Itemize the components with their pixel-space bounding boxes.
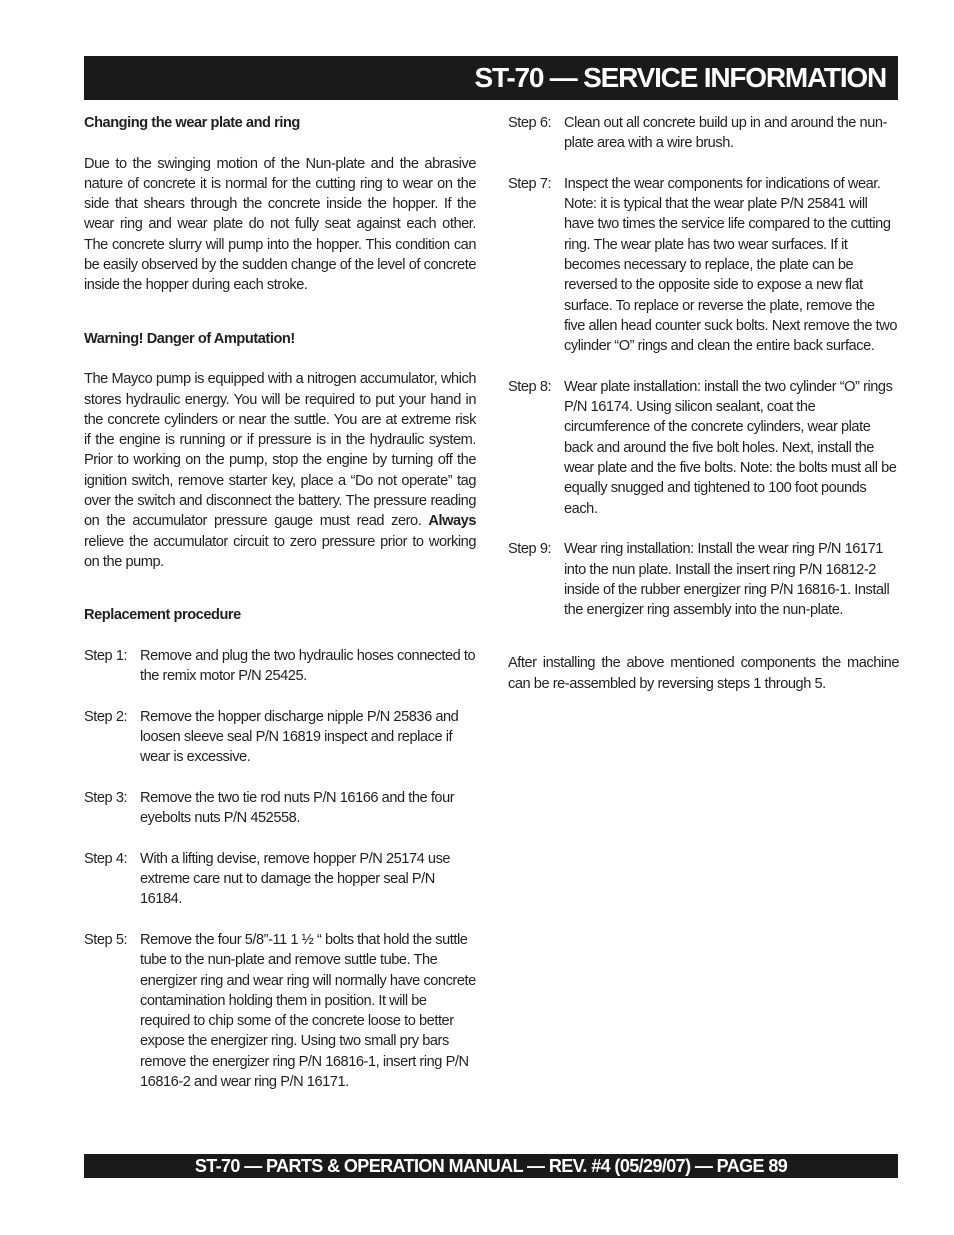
step-6	[508, 113, 899, 154]
step-number: Step 9:	[508, 541, 552, 558]
wear-section-heading: Changing the wear plate and ring	[84, 115, 300, 131]
step-number: Step 7:	[508, 175, 552, 192]
step-number: Step 5:	[84, 931, 128, 948]
warning-heading: Warning! Danger of Amputation!	[84, 330, 295, 347]
step-text: Inspect the wear components for indications of wear. Note: it is typical that the wear plate P/N 25841 will have two times the service life compared to the cutting ring. The wear plate has two wear surfaces. If it becomes necessary to replace, the plate can be reversed to the opposite side to expose a new flat surface. To replace or reverse the plate, remove the five allen head counter suck bolts. Next remove the two cylinder “O” rings and clean the entire back surface.	[564, 175, 897, 355]
step-number: Step 3:	[84, 789, 128, 806]
step-3	[84, 788, 476, 829]
step-9	[508, 539, 899, 620]
step-text: Wear plate installation: install the two cylinder “O” rings P/N 16174. Using silicon sealant, coat the circumference of the concrete cylinders, wear plate back and around the five bolt holes. Next, install the wear plate and the five bolts. Note: the bolts must all be equally snugged and tightened to 100 foot pounds each.	[564, 378, 897, 517]
page-title: ST-70 — SERVICE INFORMATION	[474, 62, 886, 93]
step-text: Remove the two tie rod nuts P/N 16166 and the four eyebolts nuts P/N 452558.	[140, 789, 455, 827]
step-number: Step 1:	[84, 647, 128, 664]
step-8	[508, 377, 899, 519]
step-2	[84, 707, 476, 768]
warning-paragraph	[84, 369, 476, 572]
left-column	[84, 113, 476, 1092]
step-text: With a lifting devise, remove hopper P/N 25174 use extreme care nut to damage the hopper seal P/N 16184.	[140, 850, 451, 908]
step-4	[84, 849, 476, 910]
wear-section-paragraph: Due to the swinging motion of the Nun-plate and the abrasive nature of concrete it is normal for the cutting ring to wear on the side that shears through the concrete inside the hopper. If the wear ring and wear plate do not fully seat against each other. The concrete slurry will pump into the hopper. This condition can be easily observed by the sudden change of the level of concrete inside the hopper during each stroke.	[84, 155, 476, 294]
step-number: Step 8:	[508, 378, 552, 395]
step-1	[84, 646, 476, 687]
right-column	[508, 113, 899, 694]
step-number: Step 2:	[84, 708, 128, 725]
warning-text-1: The Mayco pump is equipped with a nitrogen accumulator, which stores hydraulic energy. You will be required to put your hand in the concrete cylinders or near the suttle. You are at extreme risk if the engine is running or if pressure is in the hydraulic system. Prior to working on the pump, stop the engine by turning off the ignition switch, remove starter key, place a “Do not operate” tag over the switch and disconnect the battery. The pressure reading on the accumulator pressure gauge must read zero.	[84, 371, 476, 530]
step-number: Step 4:	[84, 850, 128, 867]
step-number: Step 6:	[508, 115, 552, 131]
header-bar	[84, 56, 898, 100]
step-text: Wear ring installation: Install the wear ring P/N 16171 into the nun plate. Install the insert ring P/N 16812-2 inside of the rubber energizer ring P/N 16816-1. Install the energizer ring assembly into the nun-plate.	[564, 541, 890, 619]
step-7	[508, 174, 899, 357]
step-5	[84, 930, 476, 1092]
step-text: Clean out all concrete build up in and around the nun-plate area with a wire brush.	[564, 115, 887, 152]
closing-paragraph: After installing the above mentioned components the machine can be re-assembled by reversing steps 1 through 5.	[508, 655, 899, 692]
footer-text: ST-70 — PARTS & OPERATION MANUAL — REV. #4 (05/29/07) — PAGE 89	[194, 1156, 788, 1176]
footer-bar	[84, 1154, 898, 1178]
warning-emphasis: Always	[428, 513, 477, 530]
replacement-heading: Replacement procedure	[84, 607, 241, 624]
step-text: Remove the hopper discharge nipple P/N 25836 and loosen sleeve seal P/N 16819 inspect and replace if wear is excessive.	[140, 708, 459, 766]
step-text: Remove the four 5/8”-11 1 ½ “ bolts that hold the suttle tube to the nun-plate and remove suttle tube. The energizer ring and wear ring will normally have concrete contamination holding them in position. It will be required to chip some of the concrete loose to better expose the energizer ring. Using two small pry bars remove the energizer ring P/N 16816-1, insert ring P/N 16816-2 and wear ring P/N 16171.	[140, 931, 476, 1091]
warning-text-2: relieve the accumulator circuit to zero pressure prior to working on the pump.	[84, 533, 476, 570]
step-text: Remove and plug the two hydraulic hoses connected to the remix motor P/N 25425.	[140, 647, 476, 685]
